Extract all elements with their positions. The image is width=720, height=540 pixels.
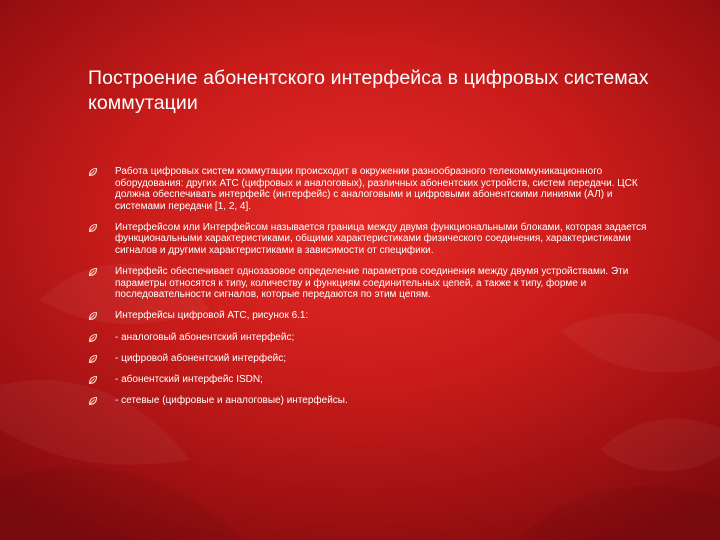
leaf-bullet-icon	[88, 223, 98, 233]
leaf-bullet-icon	[88, 333, 98, 343]
bullet-text: Интерфейсом или Интерфейсом называется граница между двумя функциональными блоками, которая задается функциональными характеристиками, общими характеристиками физического соединения, характеристиками сигналов и другими характеристиками в зависимости от специфики.	[115, 221, 647, 257]
leaf-bullet-icon	[88, 396, 98, 406]
bullet-text: Интерфейсы цифровой АТС, рисунок 6.1:	[115, 310, 309, 322]
bullet-list	[88, 166, 648, 406]
leaf-bullet-icon	[88, 354, 98, 364]
leaf-bullet-icon	[88, 375, 98, 385]
bullet-item-2	[88, 222, 648, 257]
bullet-item-4	[88, 310, 648, 322]
bullet-text: - цифровой абонентский интерфейс;	[115, 352, 287, 364]
slide-title: Построение абонентского интерфейса в цифровых системах коммутации	[88, 67, 649, 114]
bullet-item-3	[88, 266, 648, 301]
bullet-text: - сетевые (цифровые и аналоговые) интерфейсы.	[115, 394, 348, 406]
bullet-item-7	[88, 374, 648, 386]
bullet-item-6	[88, 353, 648, 365]
bullet-item-1	[88, 166, 648, 212]
bullet-text: Интерфейс обеспечивает однозазовое определение параметров соединения между двумя устройствами. Эти параметры относятся к типу, количеству и функциям соединительных цепей, а также к типу, форме и последовательности сигналов, которые передаются по этим цепям.	[115, 266, 629, 301]
leaf-bullet-icon	[88, 167, 98, 177]
leaf-bullet-icon	[88, 267, 98, 277]
bullet-item-8	[88, 395, 648, 407]
bullet-text: Работа цифровых систем коммутации происходит в окружении разнообразного телекоммуникационного оборудования: других АТС (цифровых и аналоговых), различных абонентских устройств, систем передачи. ЦСК должна обеспечивать интерфейс (интерфейс) с аналоговыми и цифровыми абонентскими линиями (АЛ) и системами передачи [1, 2, 4].	[115, 166, 638, 212]
bullet-text: - абонентский интерфейс ISDN;	[115, 373, 263, 385]
leaf-bullet-icon	[88, 311, 98, 321]
bullet-text: - аналоговый абонентский интерфейс;	[115, 331, 295, 343]
bullet-item-5	[88, 332, 648, 344]
